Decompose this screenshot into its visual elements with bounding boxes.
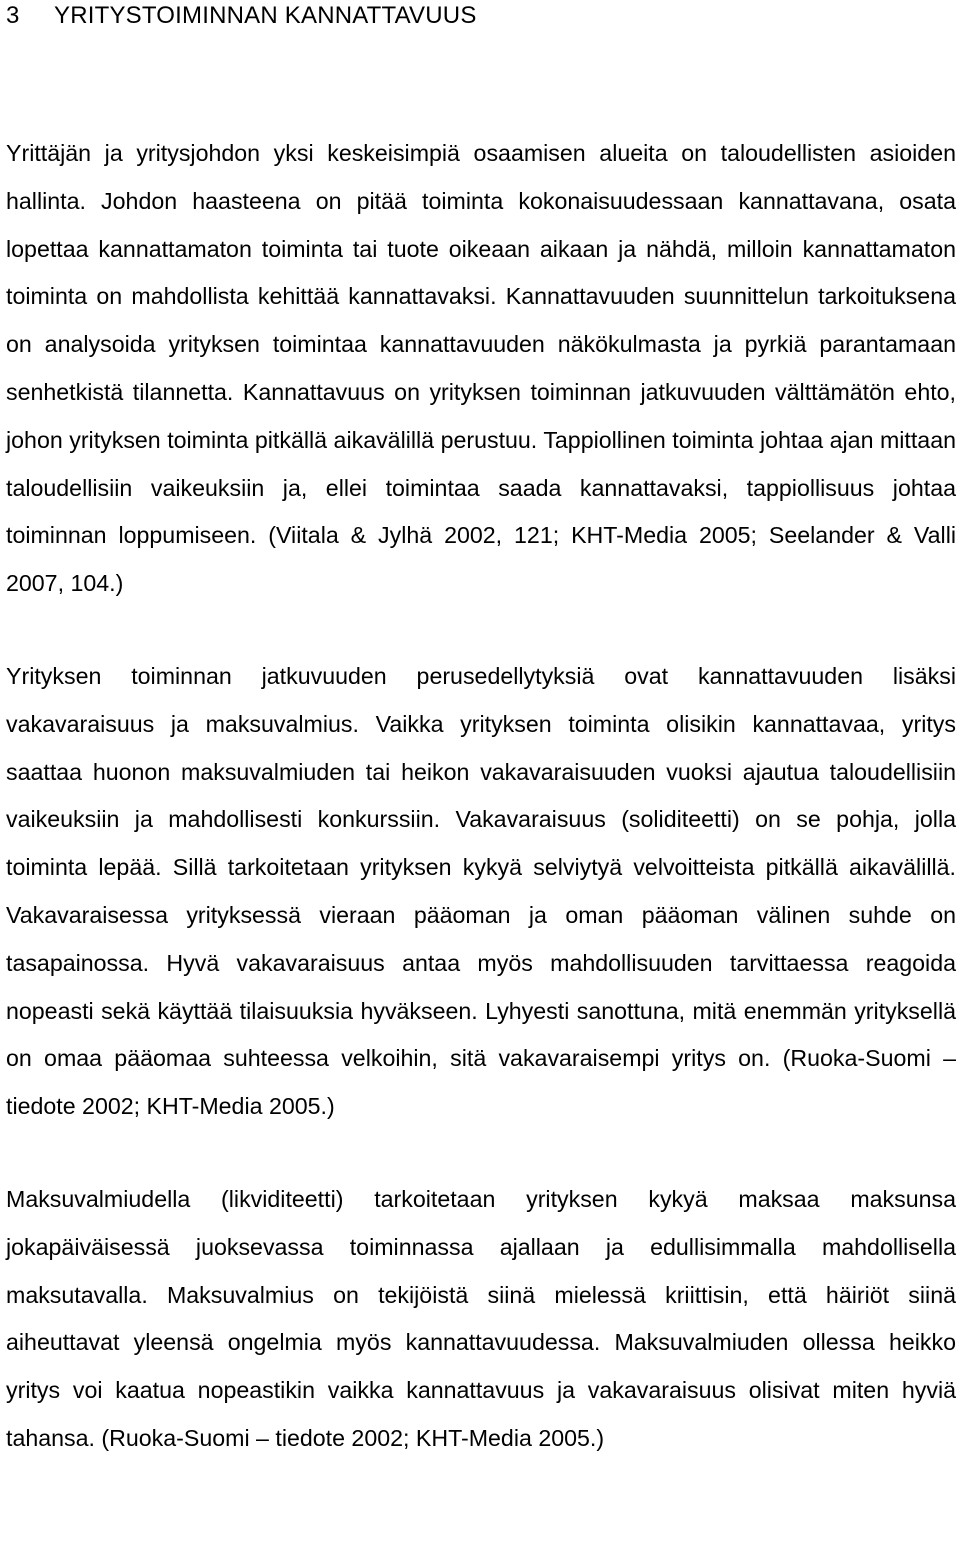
section-title: YRITYSTOIMINNAN KANNATTAVUUS [54,2,477,29]
paragraph-profitability: Yrittäjän ja yritysjohdon yksi keskeisimpiä osaamisen alueita on taloudellisten asioiden hallinta. Johdon haasteena on pitää toiminta kokonaisuudessaan kannattavana, osata lopettaa kannattamaton toiminta tai tuote oikeaan aikaan ja nähdä, milloin kannattamaton toiminta on mahdollista kehittää kannattavaksi. Kannattavuuden suunnittelun tarkoituksena on analysoida yrityksen toimintaa kannattavuuden näkökulmasta ja pyrkiä parantamaan senhetkistä tilannetta. Kannattavuus on yrityksen toiminnan jatkuvuuden välttämätön ehto, johon yrityksen toiminta pitkällä aikavälillä perustuu. Tappiollinen toiminta johtaa ajan mittaan taloudellisiin vaikeuksiin ja, ellei toimintaa saada kannattavaksi, tappiollisuus johtaa toiminnan loppumiseen. (Viitala & Jylhä 2002, 121; KHT-Media 2005; Seelander & Valli 2007, 104.) [6,140,956,597]
document-page [6,0,956,1463]
section-heading [6,0,956,30]
section-number: 3 [6,2,20,29]
paragraph-liquidity: Maksuvalmiudella (likviditeetti) tarkoitetaan yrityksen kykyä maksaa maksunsa jokapäiväisessä juoksevassa toiminnassa ajallaan ja edullisimmalla mahdollisella maksutavalla. Maksuvalmius on tekijöistä siinä mielessä kriittisin, että häiriöt siinä aiheuttavat yleensä ongelmia myös kannattavuudessa. Maksuvalmiuden ollessa heikko yritys voi kaatua nopeastikin vaikka kannattavuus ja vakavaraisuus olisivat miten hyviä tahansa. (Ruoka-Suomi – tiedote 2002; KHT-Media 2005.) [6,1185,956,1451]
paragraph-solvency: Yrityksen toiminnan jatkuvuuden perusedellytyksiä ovat kannattavuuden lisäksi vakavaraisuus ja maksuvalmius. Vaikka yrityksen toiminta olisikin kannattavaa, yritys saattaa huonon maksuvalmiuden tai heikon vakavaraisuuden vuoksi ajautua taloudellisiin vaikeuksiin ja mahdollisesti konkurssiin. Vakavaraisuus (soliditeetti) on se pohja, jolla toiminta lepää. Sillä tarkoitetaan yrityksen kykyä selviytyä velvoitteista pitkällä aikavälillä. Vakavaraisessa yrityksessä vieraan pääoman ja oman pääoman välinen suhde on tasapainossa. Hyvä vakavaraisuus antaa myös mahdollisuuden tarvittaessa reagoida nopeasti sekä käyttää tilaisuuksia hyväkseen. Lyhyesti sanottuna, mitä enemmän yrityksellä on omaa pääomaa suhteessa velkoihin, sitä vakavaraisempi yritys on. (Ruoka-Suomi – tiedote 2002; KHT-Media 2005.) [6,662,956,1120]
